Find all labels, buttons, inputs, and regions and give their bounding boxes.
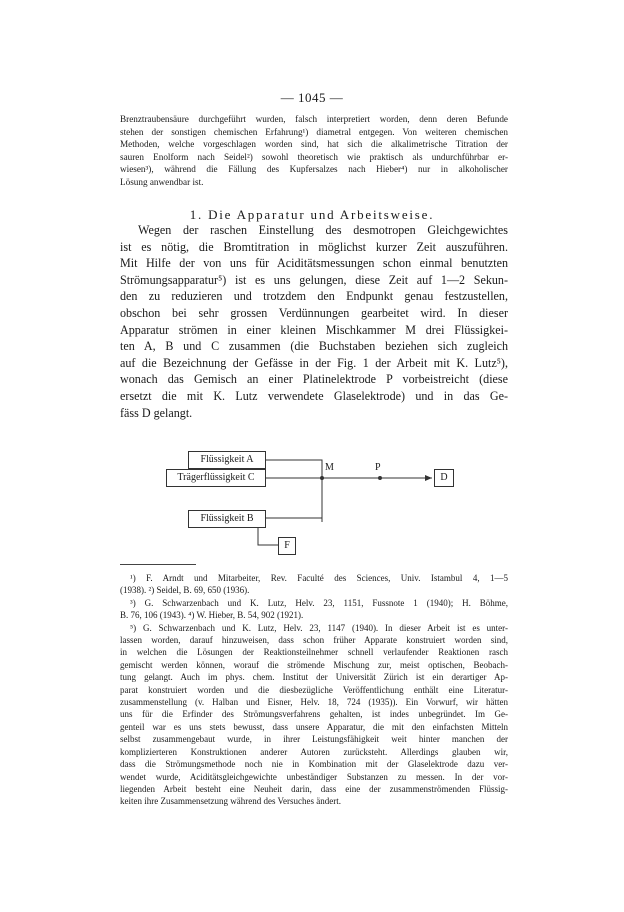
footnote-line: ¹) F. Arndt und Mitarbeiter, Rev. Faculté des Sciences, Univ. Istambul 4, 1—5	[130, 573, 508, 583]
footnote-line: (1938). ²) Seidel, B. 69, 650 (1936).	[120, 585, 250, 596]
footnote-line: tung gelangt. Auch im phys. chem. Institut der Universität Zürich ist ein derartiger Ap-	[120, 672, 508, 683]
footnote-line: komplizierteren Konstruktionen anderer Autoren zurücksteht. Allerdings glauben wir,	[120, 746, 508, 757]
pipe-f	[258, 526, 278, 545]
body-line: Strömungsapparatur⁵) ist es uns gelungen, diese Zeit auf 1—2 Sekun-	[120, 272, 508, 287]
footnote-line: uns für die Erfinder des Strömungsverfahrens gehalten, ist indes unbegründet. Im Ge-	[120, 709, 508, 720]
mixing-chamber-dot	[320, 476, 324, 480]
footnote-line: lassen worden, darauf hinzuweisen, dass schon früher Apparate konstruiert worden sind,	[120, 635, 508, 646]
body-line: obschon bei sehr grossen Verdünnungen gearbeitet wird. In dieser	[120, 305, 508, 320]
footnote-line: zusammenstellung (v. Halban und Eisner, Helv. 18, 724 (1935)). Ein Vorwurf, wir hätten	[120, 697, 508, 708]
footnote-line: B. 76, 106 (1943). ⁴) W. Hieber, B. 54, 902 (1921).	[120, 610, 304, 621]
footnote-line: in welchen die Lösungen der Reaktionsteilnehmer schnell verlaufender Reaktionen rasch	[120, 647, 508, 658]
footnote-line: dass die Strömungsmethode noch nie in Kombination mit der Glaselektrode dazu ver-	[120, 759, 508, 770]
pipe-a	[266, 460, 322, 476]
footnote-line: keiten ihre Zusammensetzung während des Versuches ändert.	[120, 796, 342, 807]
footnote-line: selbst zusammengebaut wurde, in ihrer Leistungsfähigkeit weit hinter manchen der	[120, 734, 508, 745]
apparatus-diagram	[160, 450, 470, 562]
body-paragraph	[120, 222, 508, 421]
footnote-divider	[120, 564, 196, 565]
body-line: Mit Hilfe der von uns für Aciditätsmessungen schon einmal benutzten	[120, 256, 508, 271]
intro-line: Lösung anwendbar ist.	[120, 176, 204, 187]
footnote-line: liegenden Arbeit besteht eine Neuheit darin, dass eine der zusammenströmenden Flüssig-	[120, 783, 508, 794]
box-fluessigkeit-a: Flüssigkeit A	[188, 451, 266, 469]
intro-line: Brenztraubensäure durchgeführt wurden, falsch interpretiert worden, denn deren Befunde	[120, 114, 508, 124]
body-line: den zu reduzieren und trotzdem den Endpunkt genau festzustellen,	[120, 289, 508, 304]
footnote-line: gemischt werden können, worauf die strömende Mischung zur, meist optischen, Beobach-	[120, 659, 508, 670]
page-number: — 1045 —	[280, 90, 344, 105]
body-line: ersetzt die mit K. Lutz verwendete Glaselektrode) und in das Ge-	[120, 388, 508, 403]
intro-line: wiesen³), während die Fällung des Kupfersalzes nach Hieber⁴) nur in alkoholischer	[120, 164, 508, 175]
body-line: Wegen der raschen Einstellung des desmotropen Gleichgewichtes	[138, 223, 508, 237]
label-m: M	[325, 462, 334, 473]
footnotes	[120, 572, 508, 808]
footnote-line: wendet wurde, Aciditätsgleichgewichte unbeständiger Substanzen zu messen. In der vor-	[120, 771, 508, 782]
flow-arrow	[425, 475, 432, 481]
body-line: Apparatur strömen in einer kleinen Mischkammer M drei Flüssigkei-	[120, 322, 508, 337]
footnote-line: ³) G. Schwarzenbach und K. Lutz, Helv. 23, 1151, Fussnote 1 (1940); H. Böhme,	[130, 597, 508, 608]
body-line: fäss D gelangt.	[120, 405, 193, 420]
body-line: ten A, B und C zusammen (die Buchstaben beziehen sich zugleich	[120, 339, 508, 354]
section-heading: 1. Die Apparatur und Arbeitsweise.	[189, 207, 435, 222]
box-f: F	[278, 537, 296, 555]
box-fluessigkeit-b: Flüssigkeit B	[188, 510, 266, 528]
footnote-line: parat konstruiert worden und die diesbezügliche Veröffentlichung enthält eine Literatur-	[120, 684, 508, 695]
electrode-dot	[378, 476, 382, 480]
label-p: P	[375, 462, 381, 473]
intro-paragraph	[120, 113, 508, 189]
intro-line: Methoden, welche vorgeschlagen worden sind, hat sich die alkalimetrische Titration der	[120, 139, 508, 150]
footnote-line: ⁵) G. Schwarzenbach und K. Lutz, Helv. 23, 1147 (1940). In dieser Arbeit ist es unter-	[130, 622, 508, 633]
box-traegerfluessigkeit-c: Trägerflüssigkeit C	[166, 469, 266, 487]
body-line: wonach das Gemisch an einer Platinelektrode P vorbeistreicht (diese	[120, 372, 508, 387]
intro-line: stehen der sonstigen chemischen Erfahrung¹) diametral entgegen. Von weiteren chemischen	[120, 126, 508, 137]
intro-line: sauren Enolform nach Seidel²) sowohl theoretisch wie praktisch als undurchführbar er-	[120, 151, 508, 162]
footnote-line: genteil war es uns stets bewusst, dass unsere Apparatur, die mit den einfachsten Mitteln	[120, 721, 508, 732]
body-line: ist es nötig, die Bromtitration in möglichst kurzer Zeit auszuführen.	[120, 239, 508, 254]
box-d: D	[434, 469, 454, 487]
body-line: auf die Bezeichnung der Gefässe in der Fig. 1 der Arbeit mit K. Lutz⁵),	[120, 355, 508, 370]
